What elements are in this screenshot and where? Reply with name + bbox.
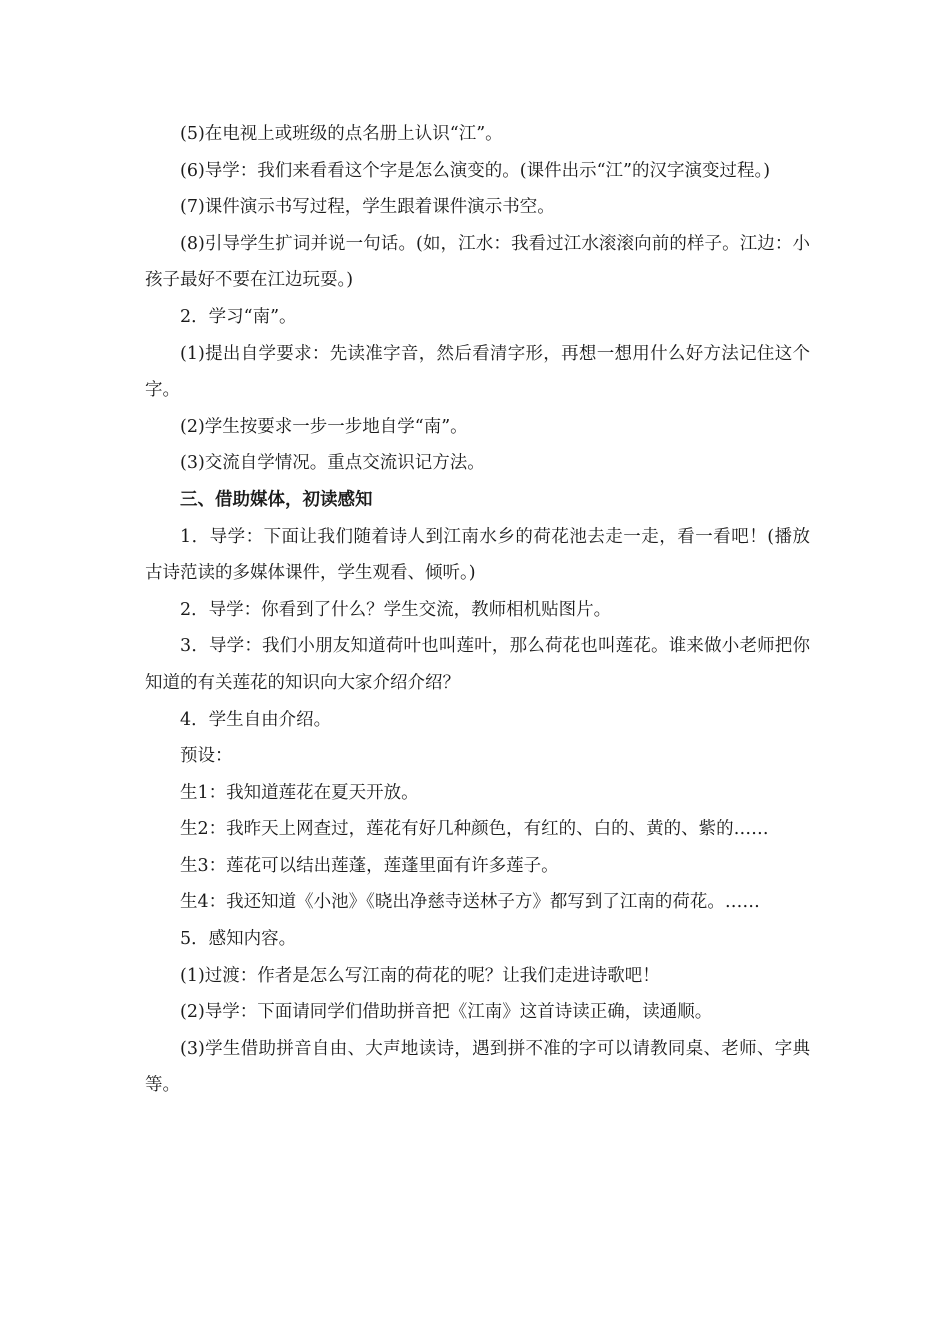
paragraph: 2．学习“南”。 <box>180 306 297 327</box>
paragraph: 预设： <box>180 746 233 767</box>
paragraph: 1．导学：下面让我们随着诗人到江南水乡的荷花池去走一走，看一看吧！(播放古诗范读的多媒体课件，学生观看、倾听。) <box>145 526 810 584</box>
paragraph: 生4：我还知道《小池》《晓出净慈寺送林子方》都写到了江南的荷花。…… <box>180 892 760 913</box>
paragraph: 生3：莲花可以结出莲蓬，莲蓬里面有许多莲子。 <box>180 855 559 876</box>
section-heading: 三、借助媒体，初读感知 <box>180 489 373 510</box>
paragraph: (6)导学：我们来看看这个字是怎么演变的。(课件出示“江”的汉字演变过程。) <box>180 160 771 181</box>
paragraph: (8)引导学生扩词并说一句话。(如，江水：我看过江水滚滚向前的样子。江边：小孩子最好不要在江边玩耍。) <box>145 233 810 291</box>
document-body <box>145 116 810 1104</box>
paragraph: (3)交流自学情况。重点交流识记方法。 <box>180 453 485 474</box>
paragraph: 3．导学：我们小朋友知道荷叶也叫莲叶，那么荷花也叫莲花。谁来做小老师把你知道的有关莲花的知识向大家介绍介绍？ <box>145 636 810 693</box>
paragraph: (7)课件演示书写过程，学生跟着课件演示书空。 <box>180 197 555 218</box>
paragraph: 生1：我知道莲花在夏天开放。 <box>180 782 419 803</box>
paragraph: 生2：我昨天上网查过，莲花有好几种颜色，有红的、白的、黄的、紫的…… <box>180 819 769 840</box>
paragraph: 5．感知内容。 <box>180 929 297 950</box>
paragraph: (3)学生借助拼音自由、大声地读诗，遇到拼不准的字可以请教同桌、老师、字典等。 <box>145 1038 810 1096</box>
paragraph: 4．学生自由介绍。 <box>180 709 332 730</box>
paragraph: (2)学生按要求一步一步地自学“南”。 <box>180 416 468 437</box>
paragraph: (1)过渡：作者是怎么写江南的荷花的呢？让我们走进诗歌吧！ <box>180 965 660 986</box>
paragraph: (5)在电视上或班级的点名册上认识“江”。 <box>180 124 503 144</box>
paragraph: (1)提出自学要求：先读准字音，然后看清字形，再想一想用什么好方法记住这个字。 <box>145 343 810 401</box>
paragraph: (2)导学：下面请同学们借助拼音把《江南》这首诗读正确，读通顺。 <box>180 1002 713 1023</box>
paragraph: 2．导学：你看到了什么？学生交流，教师相机贴图片。 <box>180 599 612 620</box>
